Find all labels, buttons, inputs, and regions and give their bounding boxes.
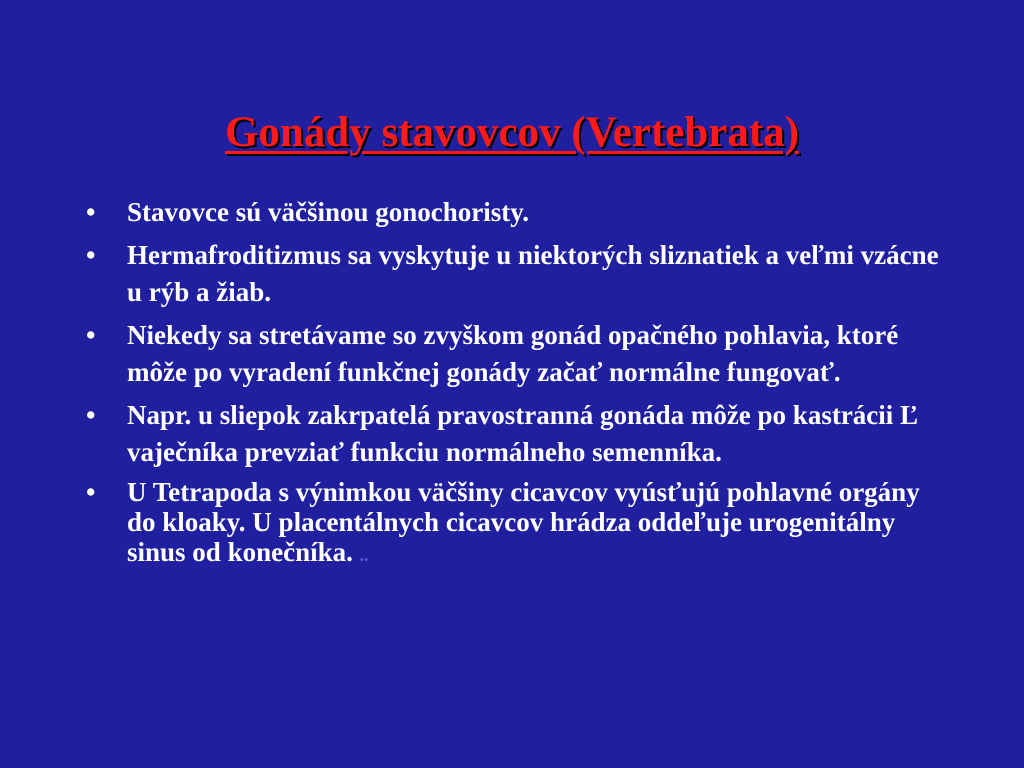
- bullet-item: [86, 477, 946, 570]
- bullet-dot: •: [86, 477, 96, 507]
- bullet-item: [86, 397, 946, 471]
- bullet-text: Niekedy sa stretávame so zvyškom gonád opačného pohlavia, ktoré môže po vyradení funkčnej gonády začať normálne fungovať.: [127, 320, 899, 387]
- bullet-dot: •: [86, 400, 96, 430]
- bullet-list: [86, 194, 946, 576]
- bullet-dot: •: [86, 240, 96, 270]
- bullet-dot: •: [86, 197, 96, 227]
- bullet-item: [86, 194, 946, 231]
- bullet-text: Napr. u sliepok zakrpatelá pravostranná gonáda môže po kastrácii Ľ vaječníka prevziať funkciu normálneho semenníka.: [127, 400, 919, 467]
- bullet-text: Hermafroditizmus sa vyskytuje u niektorých sliznatiek a veľmi vzácne u rýb a žiab.: [127, 240, 939, 307]
- bullet-dot: •: [86, 320, 96, 350]
- bullet-text: Stavovce sú väčšinou gonochoristy.: [127, 197, 530, 227]
- bullet-item: [86, 317, 946, 391]
- slide-title: Gonády stavovcov (Vertebrata): [224, 109, 800, 156]
- trailing-mark: ..: [359, 545, 369, 565]
- bullet-text: U Tetrapoda s výnimkou väčšiny cicavcov vyúsťujú pohlavné orgány do kloaky. U placentálnych cicavcov hrádza oddeľuje urogenitálny sinus od konečníka.: [127, 477, 920, 567]
- bullet-item: [86, 237, 946, 311]
